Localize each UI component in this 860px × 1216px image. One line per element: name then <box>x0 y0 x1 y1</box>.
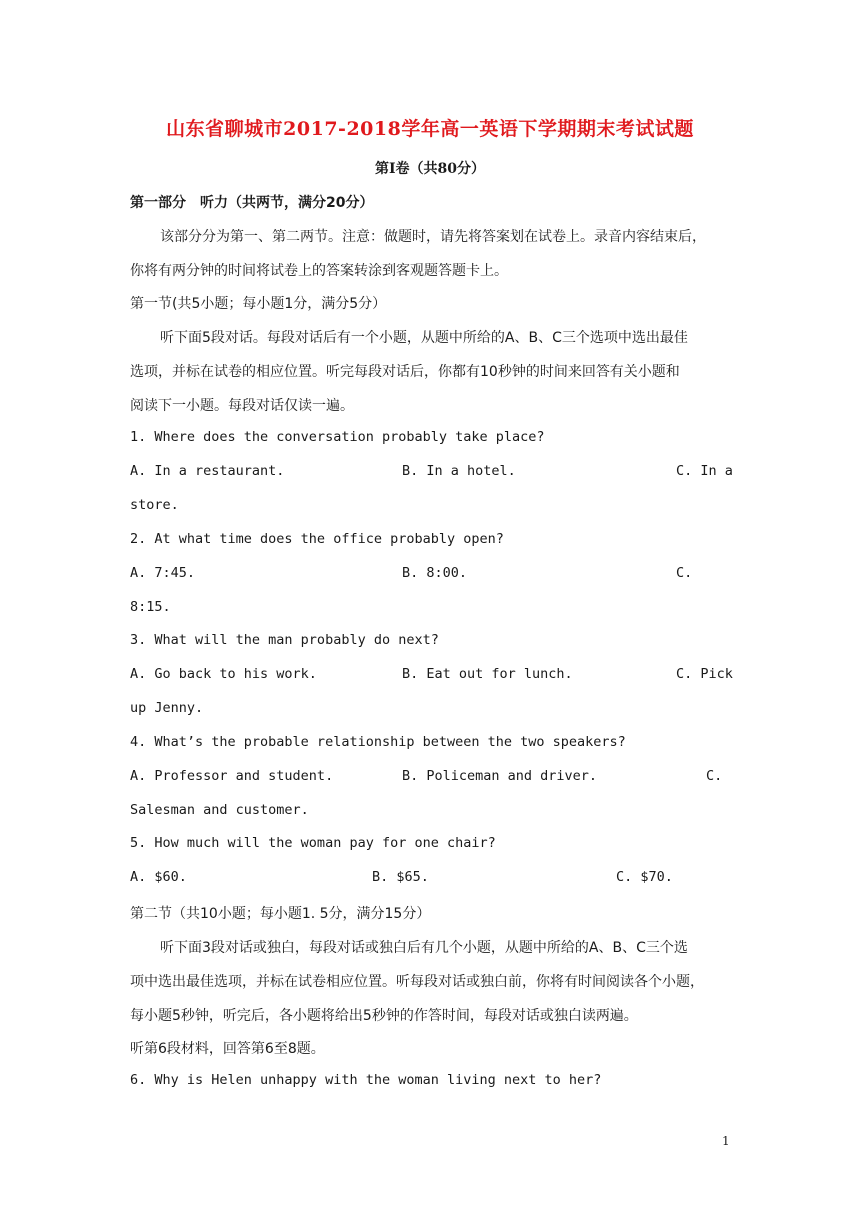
option-a: A. $60. <box>130 869 187 885</box>
option-b: B. In a hotel. <box>402 463 516 479</box>
section1-instruction-line: 选项，并标在试卷的相应位置。听完每段对话后，你都有10秒钟的时间来回答有关小题和 <box>130 364 680 380</box>
option-b: B. Policeman and driver. <box>402 768 598 784</box>
question-text: 6. Why is Helen unhappy with the woman living next to her? <box>130 1072 602 1088</box>
section1-heading: 第一节(共5小题；每小题1分，满分5分） <box>130 296 387 312</box>
section2-instruction-line: 项中选出最佳选项，并标在试卷相应位置。听每段对话或独白前，你将有时间阅读各个小题， <box>130 974 704 990</box>
option-c: C. In a <box>676 463 733 479</box>
option-c: C. $70. <box>616 869 673 885</box>
option-c: C. Pick <box>676 666 733 682</box>
option-c-continued: Salesman and customer. <box>130 802 309 818</box>
option-a: A. 7:45. <box>130 565 196 581</box>
option-c: C. <box>706 768 723 784</box>
part1-instruction-line: 该部分分为第一、第二两节。注意：做题时，请先将答案划在试卷上。录音内容结束后， <box>160 229 706 245</box>
question-text: 5. How much will the woman pay for one chair? <box>130 835 496 851</box>
document-title: 山东省聊城市2017-2018学年高一英语下学期期末考试试题 <box>166 118 694 140</box>
page-number: 1 <box>722 1134 730 1148</box>
question-text: 4. What’s the probable relationship between the two speakers? <box>130 734 626 750</box>
option-b: B. $65. <box>372 869 429 885</box>
option-b: B. Eat out for lunch. <box>402 666 573 682</box>
question-text: 3. What will the man probably do next? <box>130 632 439 648</box>
option-b: B. 8:00. <box>402 565 468 581</box>
section1-instruction-line: 阅读下一小题。每段对话仅读一遍。 <box>130 398 354 414</box>
option-c-continued: up Jenny. <box>130 700 204 716</box>
material-heading: 听第6段材料，回答第6至8题。 <box>130 1041 325 1057</box>
section2-instruction-line: 每小题5秒钟，听完后，各小题将给出5秒钟的作答时间，每段对话或独白读两遍。 <box>130 1008 638 1024</box>
section2-instruction-line: 听下面3段对话或独白，每段对话或独白后有几个小题，从题中所给的A、B、C三个选 <box>160 940 688 956</box>
document-subtitle: 第Ⅰ卷（共80分） <box>374 161 486 177</box>
option-c-continued: store. <box>130 497 179 513</box>
option-a: A. Professor and student. <box>130 768 334 784</box>
section1-instruction-line: 听下面5段对话。每段对话后有一个小题，从题中所给的A、B、C三个选项中选出最佳 <box>160 330 688 346</box>
option-a: A. In a restaurant. <box>130 463 285 479</box>
option-a: A. Go back to his work. <box>130 666 317 682</box>
question-text: 1. Where does the conversation probably take place? <box>130 429 545 445</box>
part1-instruction-line: 你将有两分钟的时间将试卷上的答案转涂到客观题答题卡上。 <box>130 263 508 279</box>
option-c-continued: 8:15. <box>130 599 171 615</box>
part1-heading: 第一部分 听力（共两节，满分20分） <box>130 195 374 211</box>
option-c: C. <box>676 565 693 581</box>
question-text: 2. At what time does the office probably open? <box>130 531 504 547</box>
section2-heading: 第二节（共10小题；每小题1. 5分，满分15分） <box>130 906 431 922</box>
